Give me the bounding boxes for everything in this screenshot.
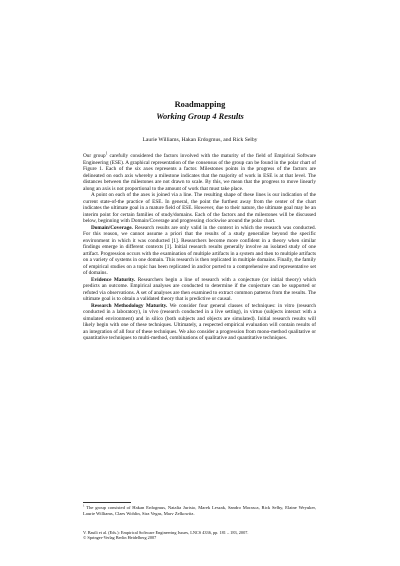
text-evidence-maturity: Researchers begin a line of research with a conjecture (or initial theory) which predicts an outcome. Empirical analyses are conducted to determine if the conjecture can be supported or refuted via observations. A set of analyses are then examined to extract common patterns from the results. The ultimate goal is to obtain a validated theory that is predictive or causal.	[83, 276, 316, 302]
paragraph-domain-coverage	[83, 225, 316, 277]
paragraph-intro	[83, 153, 316, 192]
paper-subtitle: Working Group 4 Results	[156, 112, 244, 121]
body-text	[83, 153, 316, 342]
paragraph-intro-text: carefully considered the factors involved with the maturity of the field of Empirical Software Engineering (ESE). A graphical representation of the consensus of the group can be found in the polar chart of Figure 1. Each of the six axes represents a factor. Milestones points in the progress of the factors are delineated on each axis whereby a milestone indicates that the majority of work in ESE is at that level. The distances between the milestones are not drawn to scale. By this, we mean that the progress to move linearly along an axis is not proportional to the amount of work that must take place.	[83, 153, 316, 192]
author-list: Laurie Williams, Hakan Erdogmus, and Rick Selby	[142, 137, 258, 143]
publication-footer	[83, 530, 316, 541]
paragraph-evidence-maturity	[83, 277, 316, 303]
text-domain-coverage: Research results are only valid in the context in which the research was conducted. For this reason, we cannot assume a priori that the results of a study generalize beyond the specific environment in which it was conducted [1]. Researchers become more confident in a theory when similar findings emerge in different contexts [1]. Initial research results generally involve an isolated study of one artifact. Progression occurs with the examination of multiple artifacts in a system and then to multiple artifacts on a variety of systems in one domain. This research is then replicated in multiple domains. Finally, the family of empirical studies on a topic has been replicated in and/or ported to a comprehensive and representative set of domains.	[83, 224, 316, 276]
text-research-methodology: We consider four general classes of techniques: in vitro (research conducted in a laboratory), in vivo (research conducted in a live setting), in virtuo (subjects interact with a simulated environment) and in silico (both subjects and objects are simulated). Initial research results will likely begin with one of these techniques. Ultimately, a respected empirical evaluation will contain results of an integration of all four of these techniques. We also consider a progression from mono-method qualitative or quantitative techniques to multi-method, combinations of qualitative and quantitative techniques.	[83, 302, 316, 341]
footnote	[83, 505, 316, 517]
paragraph-chart-description: A point on each of the axes is joined via a line. The resulting shape of these lines is our indication of the current state-of-the practice of ESE. In general, the point the furthest away from the center of the chart indicates the ultimate goal in a mature field of ESE. However, due to their nature, the ultimate goal may be an interim point for certain families of study/domains. Each of the factors and the milestones will be discussed below, beginning with Domain/Coverage and progressing clockwise around the polar chart.	[83, 192, 316, 224]
heading-evidence-maturity: Evidence Maturity.	[91, 276, 136, 283]
paper-title: Roadmapping	[174, 100, 226, 109]
copyright-line: © Springer-Verlag Berlin Heidelberg 2007	[83, 535, 157, 541]
footnote-marker: 1	[105, 151, 108, 156]
footnote-text: The group consisted of Hakan Erdogmus, Natalia Juristo, Marek Leszak, Sandro Morasca, Rick Selby, Elaine Weyuker, Laurie Williams, Claes Wohlin, Sira Vegas, Marv Zelkowitz.	[83, 505, 316, 516]
paragraph-research-methodology	[83, 303, 316, 342]
paragraph-intro-lead: Our group	[83, 153, 106, 159]
heading-domain-coverage: Domain/Coverage.	[91, 224, 133, 231]
footnote-divider	[83, 502, 131, 503]
heading-research-methodology: Research Methodology Maturity.	[91, 302, 168, 309]
citation-line: V. Basili et al. (Eds.): Empirical Software Engineering Issues, LNCS 4336, pp. 181 – 183, 2007.	[83, 530, 249, 535]
footnote-mark: 1	[83, 503, 85, 508]
